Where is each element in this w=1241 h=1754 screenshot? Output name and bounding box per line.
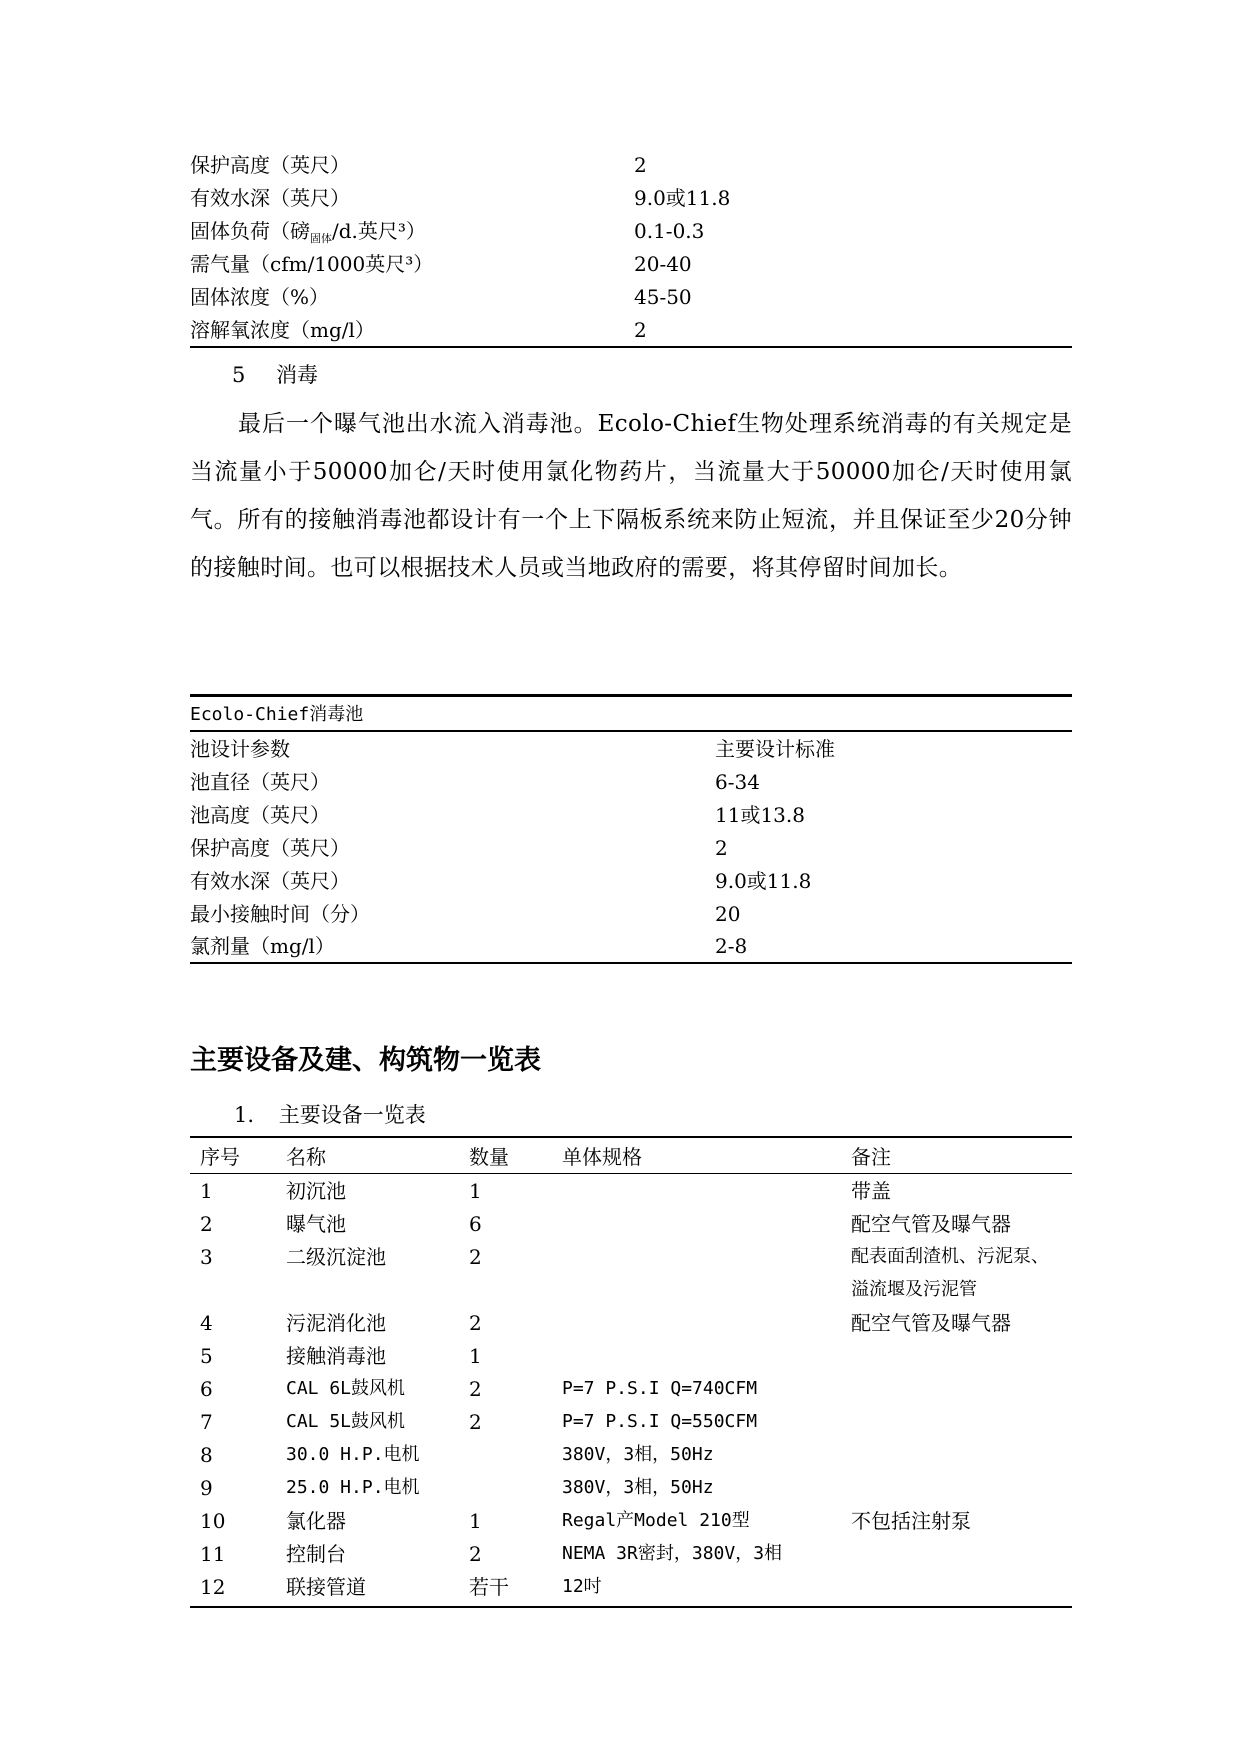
value-cell: 20-40 <box>634 252 692 276</box>
cell-no: 5 <box>200 1344 213 1368</box>
table-caption <box>190 700 1072 730</box>
table-row <box>190 866 1072 896</box>
table-row <box>190 833 1072 863</box>
table-row <box>190 931 1072 961</box>
table-row <box>190 216 1072 246</box>
param-text: /d.英尺³） <box>332 219 426 243</box>
header-qty: 数量 <box>469 1145 509 1169</box>
table-row <box>190 282 1072 312</box>
param-cell: 池直径（英尺） <box>190 770 330 794</box>
cell-no: 10 <box>200 1509 226 1533</box>
cell-name: 污泥消化池 <box>286 1311 386 1335</box>
design-table-continued <box>190 150 1072 350</box>
cell-name: 氯化器 <box>286 1509 346 1533</box>
value-cell: 11或13.8 <box>715 803 805 827</box>
param-cell: 最小接触时间（分） <box>190 902 370 926</box>
section-number: 5 <box>232 363 246 387</box>
cell-spec: 12吋 <box>562 1576 602 1597</box>
header-spec: 单体规格 <box>562 1145 642 1169</box>
cell-no: 4 <box>200 1311 213 1335</box>
cell-qty: 若干 <box>469 1575 509 1599</box>
caption-text: Ecolo-Chief消毒池 <box>190 704 364 725</box>
table-row <box>190 150 1072 180</box>
table-row <box>190 1407 1072 1437</box>
cell-no: 11 <box>200 1542 226 1566</box>
table-row <box>190 800 1072 830</box>
cell-note: 不包括注射泵 <box>851 1509 971 1533</box>
subsection-heading <box>234 1100 426 1130</box>
table-row <box>190 1506 1072 1536</box>
table-row <box>190 183 1072 213</box>
cell-spec: Regal产Model 210型 <box>562 1510 750 1531</box>
table-row <box>190 1242 1072 1272</box>
cell-no: 12 <box>200 1575 226 1599</box>
table-row <box>190 1374 1072 1404</box>
table-row <box>190 1176 1072 1206</box>
cell-qty: 1 <box>469 1179 482 1203</box>
subsection-title: 主要设备一览表 <box>278 1103 426 1127</box>
cell-no: 8 <box>200 1443 213 1467</box>
cell-name: CAL 6L鼓风机 <box>286 1378 406 1399</box>
cell-name: CAL 5L鼓风机 <box>286 1411 406 1432</box>
cell-qty: 1 <box>469 1509 482 1533</box>
param-cell: 保护高度（英尺） <box>190 153 350 177</box>
param-cell: 有效水深（英尺） <box>190 869 350 893</box>
table-row <box>190 1209 1072 1239</box>
value-cell: 2 <box>634 318 647 342</box>
param-subscript: 固体 <box>310 232 332 245</box>
table-bottom-rule <box>190 962 1072 964</box>
body-paragraph <box>190 400 1072 592</box>
table-bottom-rule <box>190 346 1072 348</box>
table-row-continuation <box>190 1275 1072 1305</box>
param-text: 固体负荷（磅 <box>190 219 310 243</box>
param-cell: 溶解氧浓度（mg/l） <box>190 318 375 342</box>
paragraph-text: 最后一个曝气池出水流入消毒池。Ecolo-Chief生物处理系统消毒的有关规定是当流量小于50000加仑/天时使用氯化物药片，当流量大于50000加仑/天时使用氯气。所有的接触消毒池都设计有一个上下隔板系统来防止短流，并且保证至少20分钟的接触时间。也可以根据技术人员或当地政府的需要，将其停留时间加长。 <box>190 411 1072 581</box>
header-name: 名称 <box>286 1145 326 1169</box>
cell-spec: P=7 P.S.I Q=550CFM <box>562 1411 758 1432</box>
value-cell: 9.0或11.8 <box>634 186 731 210</box>
value-cell: 2-8 <box>715 934 748 958</box>
table-top-rule <box>190 1136 1072 1138</box>
cell-note: 配空气管及曝气器 <box>851 1311 1011 1335</box>
param-cell: 池高度（英尺） <box>190 803 330 827</box>
param-cell: 氯剂量（mg/l） <box>190 934 335 958</box>
header-no: 序号 <box>200 1145 240 1169</box>
table-row <box>190 1572 1072 1602</box>
cell-qty: 2 <box>469 1542 482 1566</box>
param-cell: 保护高度（英尺） <box>190 836 350 860</box>
value-cell: 2 <box>715 836 728 860</box>
cell-qty: 1 <box>469 1344 482 1368</box>
cell-spec: 380V，3相，50Hz <box>562 1444 714 1465</box>
cell-spec: 380V，3相，50Hz <box>562 1477 714 1498</box>
cell-name: 曝气池 <box>286 1212 346 1236</box>
subsection-number: 1. <box>234 1103 255 1127</box>
cell-no: 3 <box>200 1245 213 1269</box>
param-cell: 需气量（cfm/1000英尺³） <box>190 252 434 276</box>
equipment-table <box>190 1136 1072 1611</box>
table-row <box>190 249 1072 279</box>
table-row <box>190 1308 1072 1338</box>
cell-note: 带盖 <box>851 1179 891 1203</box>
cell-no: 2 <box>200 1212 213 1236</box>
cell-name: 联接管道 <box>286 1575 366 1599</box>
cell-no: 1 <box>200 1179 213 1203</box>
table-row <box>190 1440 1072 1470</box>
cell-name: 控制台 <box>286 1542 346 1566</box>
value-cell: 20 <box>715 902 741 926</box>
section-heading <box>232 360 318 390</box>
table-bottom-rule <box>190 1606 1072 1608</box>
table-row <box>190 1473 1072 1503</box>
section-title-main: 主要设备及建、构筑物一览表 <box>190 1045 541 1076</box>
cell-spec: NEMA 3R密封，380V，3相 <box>562 1543 783 1564</box>
cell-spec: P=7 P.S.I Q=740CFM <box>562 1378 758 1399</box>
cell-qty: 2 <box>469 1245 482 1269</box>
value-cell: 0.1-0.3 <box>634 219 705 243</box>
cell-qty: 2 <box>469 1410 482 1434</box>
value-cell: 6-34 <box>715 770 760 794</box>
cell-no: 9 <box>200 1476 213 1500</box>
table-top-rule <box>190 694 1072 697</box>
header-param: 池设计参数 <box>190 737 290 761</box>
cell-name: 25.0 H.P.电机 <box>286 1477 420 1498</box>
cell-note: 配空气管及曝气器 <box>851 1212 1011 1236</box>
cell-name: 初沉池 <box>286 1179 346 1203</box>
header-value: 主要设计标准 <box>715 737 835 761</box>
disinfection-table <box>190 694 1072 964</box>
cell-name: 接触消毒池 <box>286 1344 386 1368</box>
cell-note: 配表面刮渣机、污泥泵、 <box>851 1246 1049 1267</box>
cell-name: 30.0 H.P.电机 <box>286 1444 420 1465</box>
cell-note-line2: 溢流堰及污泥管 <box>851 1279 977 1300</box>
table-row <box>190 315 1072 345</box>
caption-rule <box>190 730 1072 732</box>
cell-qty: 2 <box>469 1377 482 1401</box>
cell-no: 7 <box>200 1410 213 1434</box>
value-cell: 45-50 <box>634 285 692 309</box>
value-cell: 9.0或11.8 <box>715 869 812 893</box>
header-note: 备注 <box>851 1145 891 1169</box>
table-row <box>190 1539 1072 1569</box>
cell-qty: 6 <box>469 1212 482 1236</box>
value-cell: 2 <box>634 153 647 177</box>
cell-qty: 2 <box>469 1311 482 1335</box>
table-row <box>190 899 1072 929</box>
cell-no: 6 <box>200 1377 213 1401</box>
cell-name: 二级沉淀池 <box>286 1245 386 1269</box>
table-row <box>190 1341 1072 1371</box>
param-cell: 固体浓度（%） <box>190 285 330 309</box>
header-rule <box>190 1173 1072 1174</box>
param-cell: 有效水深（英尺） <box>190 186 350 210</box>
table-header-row <box>190 1142 1072 1172</box>
table-row <box>190 767 1072 797</box>
section-title: 消毒 <box>276 363 319 387</box>
table-header-row <box>190 734 1072 764</box>
